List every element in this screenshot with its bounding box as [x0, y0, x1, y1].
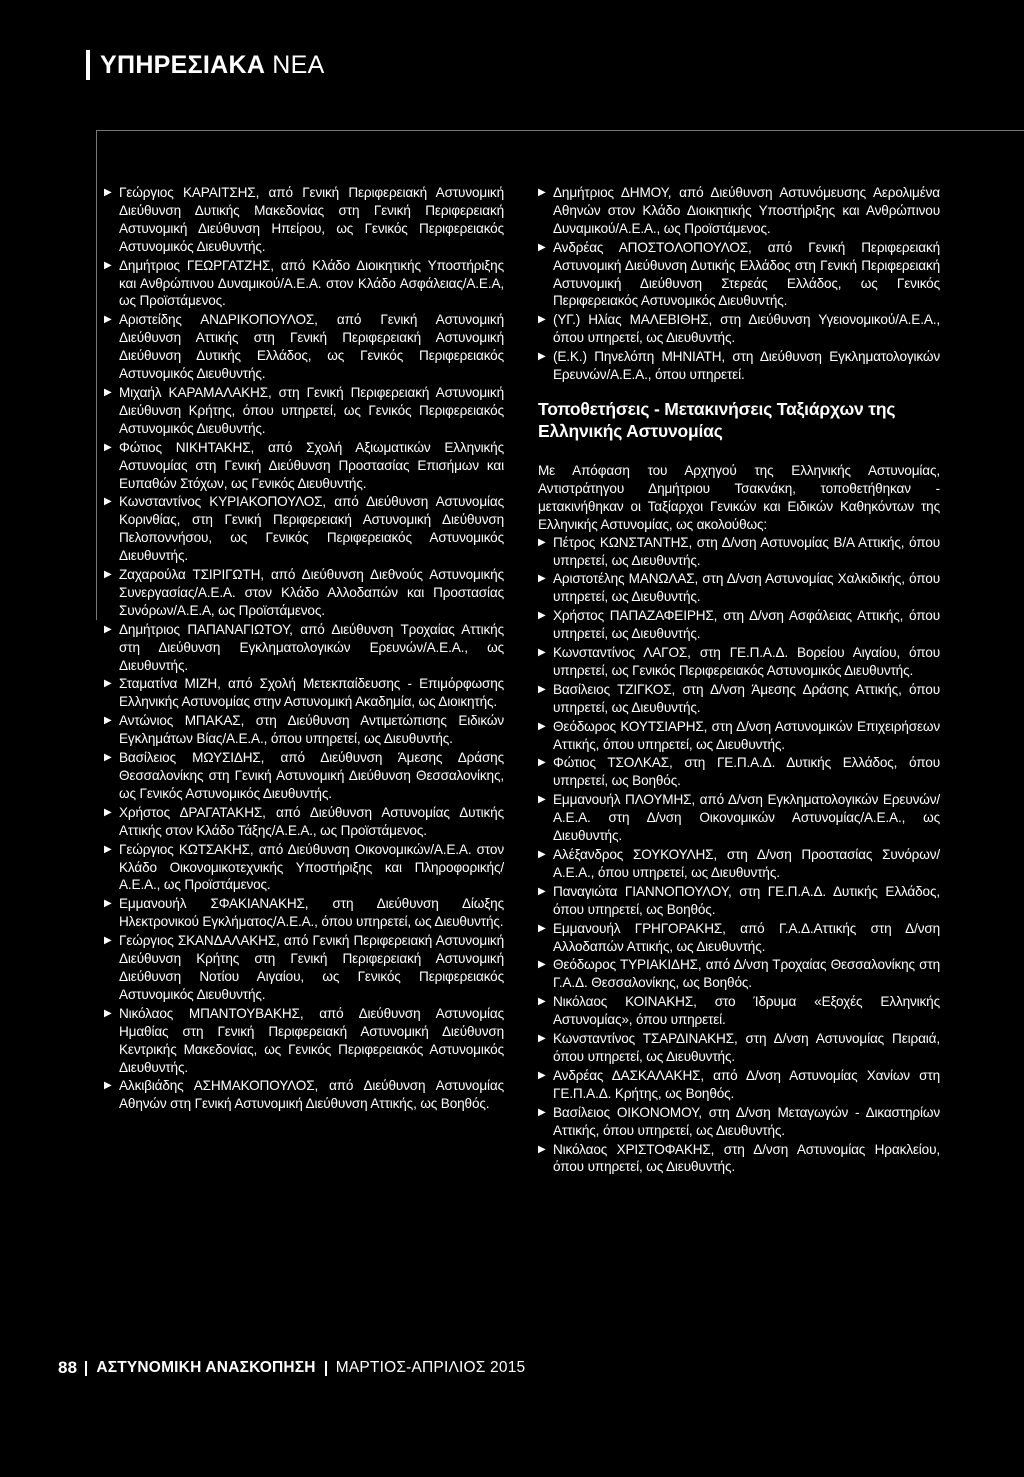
issue-date: ΜΑΡΤΙΟΣ-ΑΠΡΙΛΙΟΣ 2015 [335, 1359, 526, 1376]
list-item: ▶ Ζαχαρούλα ΤΣΙΡΙΓΩΤΗ, από Διεύθυνση Διεθνούς Αστυνομικής Συνεργασίας/Α.Ε.Α. στον Κλάδο Αλλοδαπών και Προστασίας Συνόρων/Α.Ε.Α, ως Προϊστάμενος. [104, 566, 504, 620]
list-item: ▶ Δημήτριος ΓΕΩΡΓΑΤΖΗΣ, από Κλάδο Διοικητικής Υποστήριξης και Ανθρώπινου Δυναμικού/Α.Ε.Α. στον Κλάδο Ασφάλειας/Α.Ε.Α, ως Προϊστάμενος. [104, 257, 504, 311]
list-item: ▶ Πέτρος ΚΩΝΣΤΑΝΤΗΣ, στη Δ/νση Αστυνομίας Β/Α Αττικής, όπου υπηρετεί, ως Διευθυντής. [538, 534, 940, 570]
list-item: ▶ Μιχαήλ ΚΑΡΑΜΑΛΑΚΗΣ, στη Γενική Περιφερειακή Αστυνομική Διεύθυνση Κρήτης, όπου υπηρετεί, ως Γενικός Περιφερειακός Αστυνομικός Διευθυντής. [104, 384, 504, 438]
frame-line-left [96, 130, 97, 620]
list-item: ▶ Θεόδωρος ΤΥΡΙΑΚΙΔΗΣ, από Δ/νση Τροχαίας Θεσσαλονίκης στη Γ.Α.Δ. Θεσσαλονίκης, ως Βοηθός. [538, 956, 940, 992]
list-item: ▶ Σταματίνα ΜΙΖΗ, από Σχολή Μετεκπαίδευσης - Επιμόρφωσης Ελληνικής Αστυνομίας στην Αστυνομική Ακαδημία, ως Διοικητής. [104, 675, 504, 711]
footer-separator [325, 1361, 327, 1376]
list-item: ▶ Αριστοτέλης ΜΑΝΩΛΑΣ, στη Δ/νση Αστυνομίας Χαλκιδικής, όπου υπηρετεί, ως Διευθυντής. [538, 570, 940, 606]
list-item: ▶ Αλκιβιάδης ΑΣΗΜΑΚΟΠΟΥΛΟΣ, από Διεύθυνση Αστυνομίας Αθηνών στη Γενική Αστυνομική Διεύθυνση Αττικής, ως Βοηθός. [104, 1077, 504, 1113]
section-title: Τοποθετήσεις - Μετακινήσεις Ταξιάρχων της Ελληνικής Αστυνομίας [538, 398, 896, 441]
header-title-light: ΝΕΑ [272, 50, 325, 79]
publication-name: ΑΣΤΥΝΟΜΙΚΗ ΑΝΑΣΚΟΠΗΣΗ [96, 1359, 316, 1376]
footer-separator [85, 1361, 87, 1376]
list-item: ▶ Νικόλαος ΜΠΑΝΤΟΥΒΑΚΗΣ, από Διεύθυνση Αστυνομίας Ημαθίας στη Γενική Περιφερειακή Αστυνομική Διεύθυνση Κεντρικής Μακεδονίας, ως Γενικός Περιφερειακός Αστυνομικός Διευθυντής. [104, 1005, 504, 1077]
list-item: ▶ Νικόλαος ΚΟΙΝΑΚΗΣ, στο Ίδρυμα «Εξοχές Ελληνικής Αστυνομίας», όπου υπηρετεί. [538, 993, 940, 1029]
list-item: ▶ Παναγιώτα ΓΙΑΝΝΟΠΟΥΛΟΥ, στη ΓΕ.Π.Α.Δ. Δυτικής Ελλάδος, όπου υπηρετεί, ως Βοηθός. [538, 883, 940, 919]
list-item: ▶ (Ε.Κ.) Πηνελόπη ΜΗΝΙΑΤΗ, στη Διεύθυνση Εγκληματολογικών Ερευνών/Α.Ε.Α., όπου υπηρετεί. [538, 348, 940, 384]
list-item: ▶ Αλέξανδρος ΣΟΥΚΟΥΛΗΣ, στη Δ/νση Προστασίας Συνόρων/Α.Ε.Α., όπου υπηρετεί, ως Διευθυντής. [538, 846, 940, 882]
list-item: ▶ Δημήτριος ΔΗΜΟΥ, από Διεύθυνση Αστυνόμευσης Αερολιμένα Αθηνών στον Κλάδο Διοικητικής Υποστήριξης και Ανθρώπινου Δυναμικού/Α.Ε.Α., ως Προϊστάμενος. [538, 184, 940, 238]
list-item: ▶ Φώτιος ΤΣΟΛΚΑΣ, στη ΓΕ.Π.Α.Δ. Δυτικής Ελλάδος, όπου υπηρετεί, ως Βοηθός. [538, 754, 940, 790]
list-item: ▶ Δημήτριος ΠΑΠΑΝΑΓΙΩΤΟΥ, από Διεύθυνση Τροχαίας Αττικής στη Διεύθυνση Εγκληματολογικών Ερευνών/Α.Ε.Α., ως Διευθυντής. [104, 621, 504, 675]
page-header [86, 50, 325, 80]
list-item: ▶ Θεόδωρος ΚΟΥΤΣΙΑΡΗΣ, στη Δ/νση Αστυνομικών Επιχειρήσεων Αττικής, όπου υπηρετεί, ως Διευθυντής. [538, 718, 940, 754]
header-bar [86, 50, 90, 80]
list-item: ▶ Γεώργιος ΚΩΤΣΑΚΗΣ, από Διεύθυνση Οικονομικών/Α.Ε.Α. στον Κλάδο Οικονομικοτεχνικής Υποστήριξης και Πληροφορικής/Α.Ε.Α., ως Προϊστάμενος. [104, 841, 504, 895]
frame-line-top [96, 130, 1024, 131]
page-number: 88 [58, 1358, 78, 1377]
list-item: ▶ Εμμανουήλ ΓΡΗΓΟΡΑΚΗΣ, από Γ.Α.Δ.Αττικής στη Δ/νση Αλλοδαπών Αττικής, ως Διευθυντής. [538, 920, 940, 956]
list-item: ▶ Κωνσταντίνος ΚΥΡΙΑΚΟΠΟΥΛΟΣ, από Διεύθυνση Αστυνομίας Κορινθίας, στη Γενική Περιφερειακή Αστυνομική Διεύθυνση Πελοποννήσου, ως Γενικός Περιφερειακός Αστυνομικός Διευθυντής. [104, 493, 504, 565]
list-item: ▶ (ΥΓ.) Ηλίας ΜΑΛΕΒΙΘΗΣ, στη Διεύθυνση Υγειονομικού/Α.Ε.Α., όπου υπηρετεί, ως Διευθυντής. [538, 311, 940, 347]
list-item: ▶ Εμμανουήλ ΣΦΑΚΙΑΝΑΚΗΣ, στη Διεύθυνση Δίωξης Ηλεκτρονικού Εγκλήματος/Α.Ε.Α., όπου υπηρετεί, ως Διευθυντής. [104, 895, 504, 931]
list-item: ▶ Εμμανουήλ ΠΛΟΥΜΗΣ, από Δ/νση Εγκληματολογικών Ερευνών/Α.Ε.Α. στη Δ/νση Οικονομικών Αστυνομίας/Α.Ε.Α., ως Διευθυντής. [538, 791, 940, 845]
list-item: ▶ Γεώργιος ΣΚΑΝΔΑΛΑΚΗΣ, από Γενική Περιφερειακή Αστυνομική Διεύθυνση Κρήτης στη Γενική Περιφερειακή Αστυνομική Διεύθυνση Νοτίου Αιγαίου, ως Γενικός Περιφερειακός Αστυνομικός Διευθυντής. [104, 932, 504, 1004]
list-item: ▶ Βασίλειος ΟΙΚΟΝΟΜΟΥ, στη Δ/νση Μεταγωγών - Δικαστηρίων Αττικής, όπου υπηρετεί, ως Διευθυντής. [538, 1104, 940, 1140]
section-intro: Με Απόφαση του Αρχηγού της Ελληνικής Αστυνομίας, Αντιστράτηγου Δημήτριου Τσακνάκη, τοποθετήθηκαν - μετακινήθηκαν οι Ταξίαρχοι Γενικών και Ειδικών Καθηκόντων της Ελληνικής Αστυνομίας, ως ακολούθως: [538, 462, 940, 532]
list-item: ▶ Βασίλειος ΜΩΥΣΙΔΗΣ, από Διεύθυνση Άμεσης Δράσης Θεσσαλονίκης στη Γενική Αστυνομική Διεύθυνση Θεσσαλονίκης, ως Γενικός Αστυνομικός Διευθυντής. [104, 749, 504, 803]
list-item: ▶ Αριστείδης ΑΝΔΡΙΚΟΠΟΥΛΟΣ, από Γενική Αστυνομική Διεύθυνση Αττικής στη Γενική Περιφερειακή Αστυνομική Διεύθυνση Δυτικής Ελλάδος, ως Γενικός Περιφερειακός Αστυνομικός Διευθυντής. [104, 311, 504, 383]
list-item: ▶ Κωνσταντίνος ΤΣΑΡΔΙΝΑΚΗΣ, στη Δ/νση Αστυνομίας Πειραιά, όπου υπηρετεί, ως Διευθυντής. [538, 1030, 940, 1066]
list-item: ▶ Νικόλαος ΧΡΙΣΤΟΦΑΚΗΣ, στη Δ/νση Αστυνομίας Ηρακλείου, όπου υπηρετεί, ως Διευθυντής. [538, 1141, 940, 1177]
list-item: ▶ Βασίλειος ΤΖΙΓΚΟΣ, στη Δ/νση Άμεσης Δράσης Αττικής, όπου υπηρετεί, ως Διευθυντής. [538, 681, 940, 717]
list-item: ▶ Αντώνιος ΜΠΑΚΑΣ, στη Διεύθυνση Αντιμετώπισης Ειδικών Εγκλημάτων Βίας/Α.Ε.Α., όπου υπηρετεί, ως Διευθυντής. [104, 712, 504, 748]
list-item: ▶ Κωνσταντίνος ΛΑΓΟΣ, στη ΓΕ.Π.Α.Δ. Βορείου Αιγαίου, όπου υπηρετεί, ως Γενικός Περιφερειακός Αστυνομικός Διευθυντής. [538, 644, 940, 680]
list-item: ▶ Ανδρέας ΑΠΟΣΤΟΛΟΠΟΥΛΟΣ, από Γενική Περιφερειακή Αστυνομική Διεύθυνση Δυτικής Ελλάδος στη Γενική Περιφερειακή Αστυνομική Διεύθυνση Στερεάς Ελλάδος, ως Γενικός Περιφερειακός Αστυνομικός Διευθυντής. [538, 239, 940, 311]
left-column [104, 184, 504, 1114]
list-item: ▶ Χρήστος ΠΑΠΑΖΑΦΕΙΡΗΣ, στη Δ/νση Ασφάλειας Αττικής, όπου υπηρετεί, ως Διευθυντής. [538, 607, 940, 643]
header-title-bold: ΥΠΗΡΕΣΙΑΚΑ [100, 50, 266, 79]
list-item: ▶ Ανδρέας ΔΑΣΚΑΛΑΚΗΣ, από Δ/νση Αστυνομίας Χανίων στη ΓΕ.Π.Α.Δ. Κρήτης, ως Βοηθός. [538, 1067, 940, 1103]
right-column [538, 184, 940, 1177]
list-item: ▶ Φώτιος ΝΙΚΗΤΑΚΗΣ, από Σχολή Αξιωματικών Ελληνικής Αστυνομίας στη Γενική Διεύθυνση Προστασίας Επισήμων και Ευπαθών Στόχων, ως Γενικός Διευθυντής. [104, 439, 504, 493]
page-footer [58, 1358, 525, 1378]
list-item: ▶ Γεώργιος ΚΑΡΑΙΤΣΗΣ, από Γενική Περιφερειακή Αστυνομική Διεύθυνση Δυτικής Μακεδονίας στη Γενική Περιφερειακή Αστυνομική Διεύθυνση Ηπείρου, ως Γενικός Περιφερειακός Αστυνομικός Διευθυντής. [104, 184, 504, 256]
list-item: ▶ Χρήστος ΔΡΑΓΑΤΑΚΗΣ, από Διεύθυνση Αστυνομίας Δυτικής Αττικής στον Κλάδο Τάξης/Α.Ε.Α., ως Προϊστάμενος. [104, 804, 504, 840]
